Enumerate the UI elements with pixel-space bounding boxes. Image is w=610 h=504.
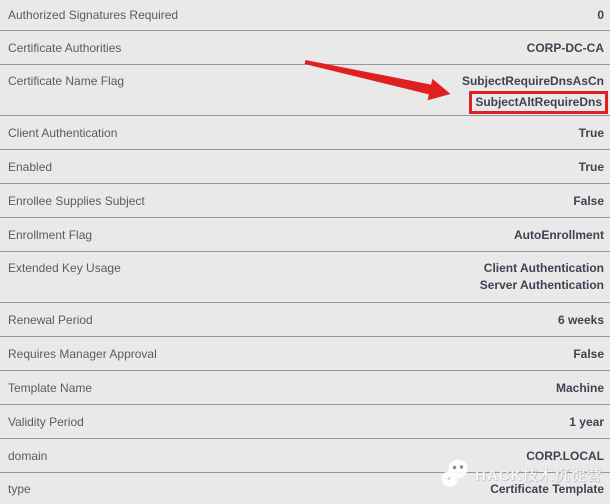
row-authorized-signatures-required xyxy=(0,0,610,31)
row-value: False xyxy=(573,346,604,361)
row-label: Template Name xyxy=(8,380,93,395)
row-label: type xyxy=(8,481,31,496)
row-extended-key-usage xyxy=(0,252,610,303)
row-value: Client Authentication xyxy=(483,261,604,275)
row-value: True xyxy=(578,159,604,174)
row-label: Enrollment Flag xyxy=(8,227,93,242)
row-label: Authorized Signatures Required xyxy=(8,8,179,22)
row-label: Requires Manager Approval xyxy=(8,346,157,361)
row-enrollee-supplies-subject xyxy=(0,184,610,218)
row-value: CORP.LOCAL xyxy=(526,448,604,463)
row-enrollment-flag xyxy=(0,218,610,252)
row-client-authentication xyxy=(0,116,610,150)
row-label: Client Authentication xyxy=(8,125,118,140)
row-label: Certificate Name Flag xyxy=(8,74,125,88)
row-enabled xyxy=(0,150,610,184)
row-domain xyxy=(0,439,610,473)
row-value: AutoEnrollment xyxy=(514,227,604,242)
row-value: CORP-DC-CA xyxy=(526,40,604,55)
row-value: Machine xyxy=(555,380,604,395)
row-label: Validity Period xyxy=(8,414,84,429)
row-type xyxy=(0,473,610,504)
row-certificate-authorities xyxy=(0,31,610,65)
row-values xyxy=(462,73,604,114)
row-template-name xyxy=(0,371,610,405)
row-validity-period xyxy=(0,405,610,439)
watermark-text: HACK技术沉淀营 xyxy=(475,466,603,484)
row-value: SubjectRequireDnsAsCn xyxy=(461,74,604,88)
row-value: 6 weeks xyxy=(557,312,604,327)
row-requires-manager-approval xyxy=(0,337,610,371)
row-certificate-name-flag xyxy=(0,65,610,116)
row-value: True xyxy=(578,125,604,140)
row-label: Certificate Authorities xyxy=(8,40,122,55)
row-label: Enabled xyxy=(8,159,53,174)
row-value: 1 year xyxy=(569,414,604,429)
row-values xyxy=(480,260,604,294)
highlight-box: SubjectAltRequireDns xyxy=(469,91,608,114)
row-value: Certificate Template xyxy=(490,481,604,496)
row-value: 0 xyxy=(597,8,604,22)
row-value: Server Authentication xyxy=(479,278,604,292)
row-renewal-period xyxy=(0,303,610,337)
row-label: Extended Key Usage xyxy=(8,261,121,275)
row-value: False xyxy=(573,193,604,208)
row-label: Enrollee Supplies Subject xyxy=(8,193,145,208)
row-label: domain xyxy=(8,448,48,463)
row-label: Renewal Period xyxy=(8,312,93,327)
